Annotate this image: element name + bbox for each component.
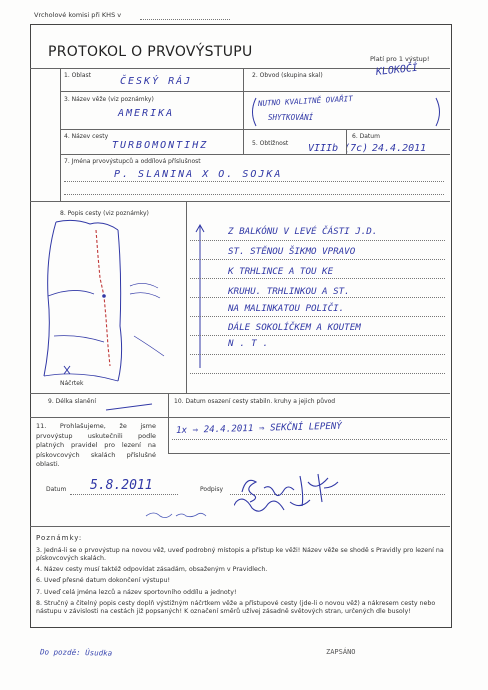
field-9-label: 9. Délka slanění [48,398,96,405]
field-1-value: ČESKÝ RÁJ [120,76,193,87]
field-6-value: 24.4.2011 [372,143,427,154]
field-11-text: 11. Prohlašujeme, že jsme prvovýstup uskutečnili podle platných pravidel pro lezení na pískovcových skalách příslušné oblasti. [36,422,156,469]
notes-heading: Poznámky: [36,534,83,542]
note-item-6: 6. Uveď přesné datum dokončení výstupu! [36,577,171,585]
field-7-value: P. SLANINA X O. SOJKA [114,169,283,180]
field-9-dash [100,400,160,414]
field-6-label: 6. Datum [352,133,380,140]
note-item-7: 7. Uveď celá jména lezců a název sportovního oddílu a jednoty! [36,588,237,596]
page-title: PROTOKOL O PRVOVÝSTUPU [48,44,253,60]
field-10-label: 10. Datum osazení cesty stabiln. kruhy a jejich původ [174,398,336,405]
field-2-label: 2. Obvod (skupina skal) [252,72,323,79]
route-line-6: DÁLE SOKOLÍČKEM A KOUTEM [228,322,361,333]
commission-dotted-line [140,19,230,20]
note-item-3: 3. Jedná-li se o prvovýstup na novou věž, uveď podrobný místopis a přístup ke věži! Název věže se shodě s Pravidly pro lezení na pískovcových skalách. [36,547,444,562]
field-5-label: 5. Obtížnost [252,140,289,147]
route-line-5: NA MALINKATOU POLIČI. [228,303,345,314]
field-8-label: 8. Popis cesty (viz poznámky) [60,210,149,217]
date-value: 5.8.2011 [90,478,153,493]
field-2-value: KLOKOČÍ [375,62,419,78]
sketch-stamp-scribble [142,506,212,522]
note-item-4: 4. Název cesty musí taktéž odpovídat zásadám, obsaženým v Pravidlech. [36,566,268,574]
field-4-value: TURBOMONTIHZ [112,140,209,151]
field-4-label: 4. Název cesty [64,133,109,140]
route-line-2: ST. STĚNOU ŠIKMO VPRAVO [228,246,356,257]
field-3-value: AMERIKA [118,108,175,119]
route-line-1: Z BALKÓNU V LEVÉ ČÁSTI J.D. [228,226,378,237]
commission-label: Vrcholové komisi při KHS v [34,11,122,19]
field-7-label: 7. Jména prvovýstupců a oddílová příslušnost [64,158,201,165]
field-5-value: VIIIb (7c) [308,143,369,154]
date-label: Datum [46,486,67,493]
field-10-value: 1x ⇒ 24.4.2011 ⇒ SEKČNÍ LEPENÝ [175,420,343,436]
field-1-label: 1. Oblast [64,72,91,79]
route-line-3: K TRHLINCE A TOU KE [228,266,334,277]
footer-handwriting-right: ZAPSÁNO [326,648,356,656]
copy-note: Platí pro 1 výstup! [370,55,430,63]
field-3-note-line2: SHYTKOVÁNÍ [268,113,314,122]
signatures [234,466,344,526]
notes-section [36,534,444,619]
footer-handwriting-left: Do pozdě: Úsudka [39,647,113,658]
field-3-note-line1: NUTNO KVALITNĚ OVAŘIT [257,94,353,108]
signature-label: Podpisy [200,486,224,493]
route-sketch [34,216,184,391]
route-line-7: N.T. [228,338,275,349]
sketch-label: Náčrtek [60,380,84,387]
field-3-note-brackets [248,96,444,130]
field-3-label: 3. Název věže (viz poznámky) [64,96,154,103]
note-item-8: 8. Stručný a čitelný popis cesty doplň výstižným náčrtkem věže a přístupové cesty (jde-li o novou věž) a nákresem cesty nebo nástupu v závislosti na cestách již popsaných! K označení směrů užívej zásadně světových stran, určených dle busoly! [36,599,436,615]
route-line-4: KRUHU. TRHLINKOU A ST. [228,286,350,297]
